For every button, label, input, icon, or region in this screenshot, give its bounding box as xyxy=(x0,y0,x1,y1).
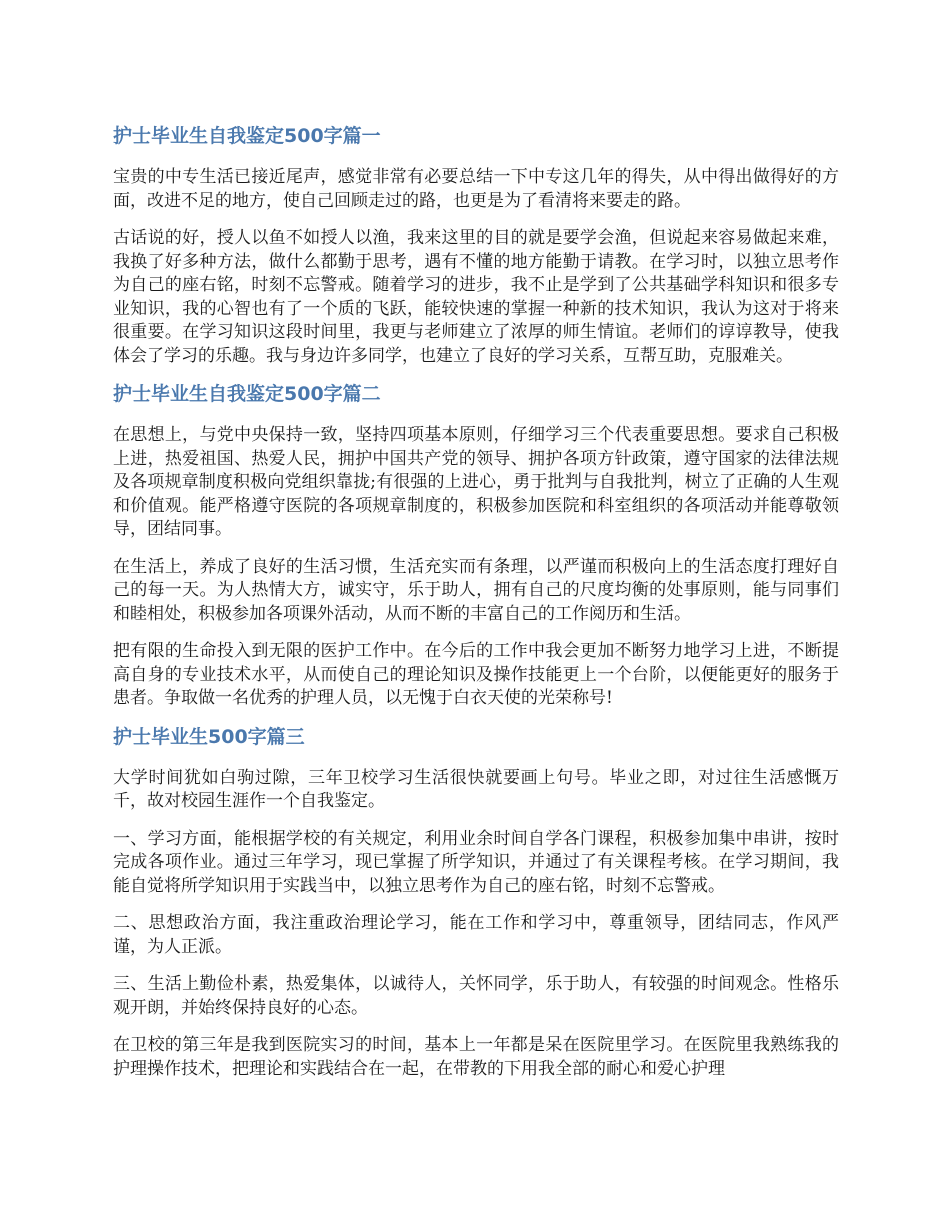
section-1-paragraph-2: 古话说的好，授人以鱼不如授人以渔，我来这里的目的就是要学会渔，但说起来容易做起来难，我换了好多种方法，做什么都勤于思考，遇有不懂的地方能勤于请教。在学习时，以独立思考作为自己的座右铭，时刻不忘警戒。随着学习的进步，我不止是学到了公共基础学科知识和很多专业知识，我的心智也有了一个质的飞跃，能较快速的掌握一种新的技术知识，我认为这对于将来很重要。在学习知识这段时间里，我更与老师建立了浓厚的师生情谊。老师们的谆谆教导，使我体会了学习的乐趣。我与身边许多同学，也建立了良好的学习关系，互帮互助，克服难关。 xyxy=(113,228,839,366)
section-2-paragraph-1: 在思想上，与党中央保持一致，坚持四项基本原则，仔细学习三个代表重要思想。要求自己积极上进，热爱祖国、热爱人民，拥护中国共产党的领导、拥护各项方针政策，遵守国家的法律法规及各项规章制度积极向党组织靠拢;有很强的上进心，勇于批判与自我批判，树立了正确的人生观和价值观。能严格遵守医院的各项规章制度的，积极参加医院和科室组织的各项活动并能尊敬领导，团结同事。 xyxy=(113,425,839,539)
section-title-3: 护士毕业生500字篇三 xyxy=(113,725,305,748)
section-title-2: 护士毕业生自我鉴定500字篇二 xyxy=(113,383,381,405)
section-2-paragraph-2: 在生活上，养成了良好的生活习惯，生活充实而有条理，以严谨而积极向上的生活态度打理好自己的每一天。为人热情大方，诚实守，乐于助人，拥有自己的尺度均衡的处事原则，能与同事们和睦相处，积极参加各项课外活动，从而不断的丰富自己的工作阅历和生活。 xyxy=(113,556,839,624)
section-2-paragraph-3: 把有限的生命投入到无限的医护工作中。在今后的工作中我会更加不断努力地学习上进，不断提高自身的专业技术水平，从而使自己的理论知识及操作技能更上一个台阶，以便能更好的服务于患者。争取做一名优秀的护理人员，以无愧于白衣天使的光荣称号! xyxy=(113,641,839,708)
section-3-paragraph-4: 三、生活上勤俭朴素，热爱集体，以诚待人，关怀同学，乐于助人，有较强的时间观念。性格乐观开朗，并始终保持良好的心态。 xyxy=(113,974,839,1018)
section-3-paragraph-2: 一、学习方面，能根据学校的有关规定，利用业余时间自学各门课程，积极参加集中串讲，按时完成各项作业。通过三年学习，现已掌握了所学知识，并通过了有关课程考核。在学习期间，我能自觉将所学知识用于实践当中，以独立思考作为自己的座右铭，时刻不忘警戒。 xyxy=(113,828,839,896)
section-3-paragraph-1: 大学时间犹如白驹过隙，三年卫校学习生活很快就要画上句号。毕业之即，对过往生活感慨万千，故对校园生涯作一个自我鉴定。 xyxy=(113,767,839,811)
section-3-paragraph-5: 在卫校的第三年是我到医院实习的时间，基本上一年都是呆在医院里学习。在医院里我熟练我的护理操作技术，把理论和实践结合在一起，在带教的下用我全部的耐心和爱心护理 xyxy=(113,1035,839,1079)
section-1-paragraph-1: 宝贵的中专生活已接近尾声，感觉非常有必要总结一下中专这几年的得失，从中得出做得好的方面，改进不足的地方，使自己回顾走过的路，也更是为了看清将来要走的路。 xyxy=(113,167,839,211)
section-3-paragraph-3: 二、思想政治方面，我注重政治理论学习，能在工作和学习中，尊重领导，团结同志，作风严谨，为人正派。 xyxy=(113,913,839,957)
document-body xyxy=(113,122,839,1081)
section-title-1: 护士毕业生自我鉴定500字篇一 xyxy=(113,125,381,147)
